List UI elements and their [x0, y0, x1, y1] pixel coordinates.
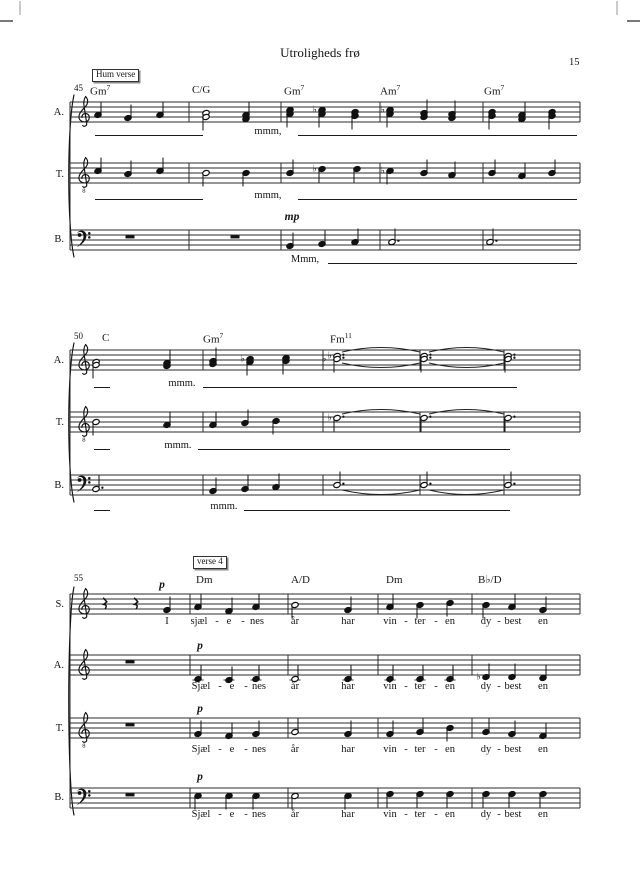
chord-root: Dm	[196, 574, 213, 586]
lyric-hyphen: -	[434, 809, 438, 820]
lyric-syllable: e	[229, 809, 235, 820]
lyric-syllable: dy	[480, 744, 492, 755]
chord-root: Am	[380, 85, 397, 98]
voice-label: A.	[53, 107, 64, 118]
flat-accidental-icon: ♭	[322, 353, 327, 365]
dynamic-marking: p	[197, 640, 203, 652]
lyric-syllable: nes	[252, 681, 266, 692]
lyric-syllable: nes	[252, 809, 266, 820]
lyric-syllable: en	[538, 809, 548, 820]
lyric-syllable: vin	[383, 809, 397, 820]
chord-symbol	[484, 84, 504, 98]
lyric-syllable: I	[165, 616, 169, 627]
lyric-extender	[94, 510, 110, 511]
lyric-syllable: ter	[414, 744, 426, 755]
chord-root: Fm	[330, 333, 345, 346]
chord-symbol	[380, 84, 400, 98]
lyric-hyphen: -	[404, 744, 408, 755]
chord-symbol	[291, 574, 310, 586]
lyric-syllable: har	[341, 681, 355, 692]
lyric-extender	[95, 135, 203, 136]
lyric-syllable: Mmm,	[290, 254, 320, 265]
chord-root: A/D	[291, 574, 310, 586]
chord-root: Gm	[90, 85, 107, 98]
chord-symbol	[192, 84, 210, 96]
lyric-syllable: en	[538, 616, 548, 627]
lyric-syllable: har	[341, 616, 355, 627]
lyric-syllable: mmm.	[210, 501, 238, 512]
voice-label: B.	[54, 792, 64, 803]
lyric-hyphen: -	[215, 616, 219, 627]
lyric-hyphen: -	[497, 616, 501, 627]
lyric-hyphen: -	[434, 744, 438, 755]
lyric-syllable: best	[504, 809, 522, 820]
lyric-syllable: Sjæl	[191, 681, 211, 692]
chord-extension: 7	[396, 83, 401, 92]
lyric-hyphen: -	[497, 809, 501, 820]
lyric-hyphen: -	[497, 681, 501, 692]
lyric-syllable: år	[290, 616, 300, 627]
chord-root: C/G	[192, 84, 211, 96]
lyric-syllable: Sjæl	[191, 744, 211, 755]
flat-accidental-icon: ♭	[327, 412, 332, 424]
octave-8-icon: 8	[82, 742, 86, 750]
chord-symbol	[386, 574, 403, 586]
dynamic-marking: mp	[284, 211, 300, 223]
dynamic-marking: p	[197, 771, 203, 783]
octave-8-icon: 8	[82, 187, 86, 195]
flat-accidental-icon: ♭	[380, 165, 385, 177]
lyric-syllable: e	[226, 616, 232, 627]
chord-symbol	[90, 84, 110, 98]
lyric-hyphen: -	[404, 809, 408, 820]
lyric-extender	[198, 449, 510, 450]
lyric-extender	[298, 135, 577, 136]
flat-accidental-icon: ♭	[327, 350, 332, 362]
lyric-syllable: mmm,	[254, 126, 282, 137]
lyric-syllable: best	[504, 616, 522, 627]
lyric-syllable: år	[290, 744, 300, 755]
lyric-hyphen: -	[434, 616, 438, 627]
chord-root: C	[102, 332, 110, 344]
voice-label: A.	[53, 355, 64, 366]
measure-number: 50	[74, 331, 83, 341]
voice-label: B.	[54, 234, 64, 245]
lyric-syllable: e	[229, 744, 235, 755]
lyric-hyphen: -	[244, 681, 248, 692]
lyric-syllable: vin	[383, 616, 397, 627]
voice-label: T.	[55, 723, 64, 734]
lyric-syllable: en	[445, 681, 455, 692]
lyric-syllable: har	[341, 809, 355, 820]
lyric-hyphen: -	[434, 681, 438, 692]
lyric-hyphen: -	[244, 809, 248, 820]
chord-root: Gm	[484, 85, 501, 98]
lyric-syllable: dy	[480, 616, 492, 627]
lyric-syllable: dy	[480, 681, 492, 692]
dynamic-marking: p	[159, 579, 165, 591]
lyric-hyphen: -	[497, 744, 501, 755]
chord-symbol	[196, 574, 213, 586]
chord-root: B♭/D	[478, 574, 502, 586]
lyric-hyphen: -	[241, 616, 245, 627]
lyric-syllable: har	[341, 744, 355, 755]
lyric-hyphen: -	[218, 744, 222, 755]
octave-8-icon: 8	[82, 436, 86, 444]
lyric-syllable: ter	[414, 809, 426, 820]
lyric-syllable: mmm.	[168, 378, 196, 389]
chord-extension: 7	[219, 331, 224, 340]
lyric-syllable: år	[290, 809, 300, 820]
flat-accidental-icon: ♭	[312, 104, 317, 116]
measure-number: 55	[74, 573, 83, 583]
lyric-hyphen: -	[218, 809, 222, 820]
flat-accidental-icon: ♭	[476, 671, 481, 683]
lyric-syllable: vin	[383, 744, 397, 755]
flat-accidental-icon: ♭	[380, 104, 385, 116]
chord-symbol	[330, 332, 352, 346]
lyric-syllable: best	[504, 744, 522, 755]
chord-extension: 7	[300, 83, 305, 92]
voice-label: A.	[53, 660, 64, 671]
lyric-syllable: e	[229, 681, 235, 692]
lyric-syllable: en	[445, 616, 455, 627]
chord-root: Dm	[386, 574, 403, 586]
voice-label: T.	[55, 169, 64, 180]
measure-number: 45	[74, 83, 83, 93]
voice-label: S.	[55, 599, 64, 610]
lyric-extender	[203, 387, 517, 388]
rehearsal-mark: verse 4	[193, 556, 227, 569]
lyric-hyphen: -	[404, 681, 408, 692]
lyric-syllable: en	[538, 744, 548, 755]
lyric-syllable: vin	[383, 681, 397, 692]
lyric-extender	[95, 199, 203, 200]
chord-symbol	[284, 84, 304, 98]
chord-symbol	[203, 332, 223, 346]
flat-accidental-icon: ♭	[312, 163, 317, 175]
lyric-extender	[94, 387, 110, 388]
page-title: Utroligheds frø	[280, 45, 360, 60]
lyric-syllable: sjæl	[190, 616, 208, 627]
lyric-syllable: mmm,	[254, 190, 282, 201]
lyric-extender	[298, 199, 577, 200]
lyric-extender	[328, 263, 577, 264]
chord-extension: 11	[344, 331, 352, 340]
chord-extension: 7	[106, 83, 111, 92]
lyric-hyphen: -	[218, 681, 222, 692]
lyric-syllable: nes	[250, 616, 264, 627]
lyric-syllable: en	[445, 809, 455, 820]
chord-symbol	[102, 332, 109, 344]
lyric-hyphen: -	[404, 616, 408, 627]
lyric-syllable: nes	[252, 744, 266, 755]
chord-root: Gm	[203, 333, 220, 346]
page-number: 15	[569, 57, 580, 68]
lyric-syllable: Sjæl	[191, 809, 211, 820]
chord-symbol	[478, 574, 502, 586]
lyric-syllable: best	[504, 681, 522, 692]
lyric-extender	[94, 449, 110, 450]
flat-accidental-icon: ♭	[240, 353, 245, 365]
lyric-syllable: dy	[480, 809, 492, 820]
chord-extension: 7	[500, 83, 505, 92]
lyric-syllable: en	[538, 681, 548, 692]
lyric-syllable: ter	[414, 681, 426, 692]
voice-label: T.	[55, 417, 64, 428]
lyric-extender	[244, 510, 510, 511]
lyric-hyphen: -	[244, 744, 248, 755]
lyric-syllable: mmm.	[164, 440, 192, 451]
chord-root: Gm	[284, 85, 301, 98]
dynamic-marking: p	[197, 703, 203, 715]
lyric-syllable: ter	[414, 616, 426, 627]
lyric-syllable: en	[445, 744, 455, 755]
rehearsal-mark: Hum verse	[92, 69, 139, 82]
voice-label: B.	[54, 480, 64, 491]
lyric-syllable: år	[290, 681, 300, 692]
